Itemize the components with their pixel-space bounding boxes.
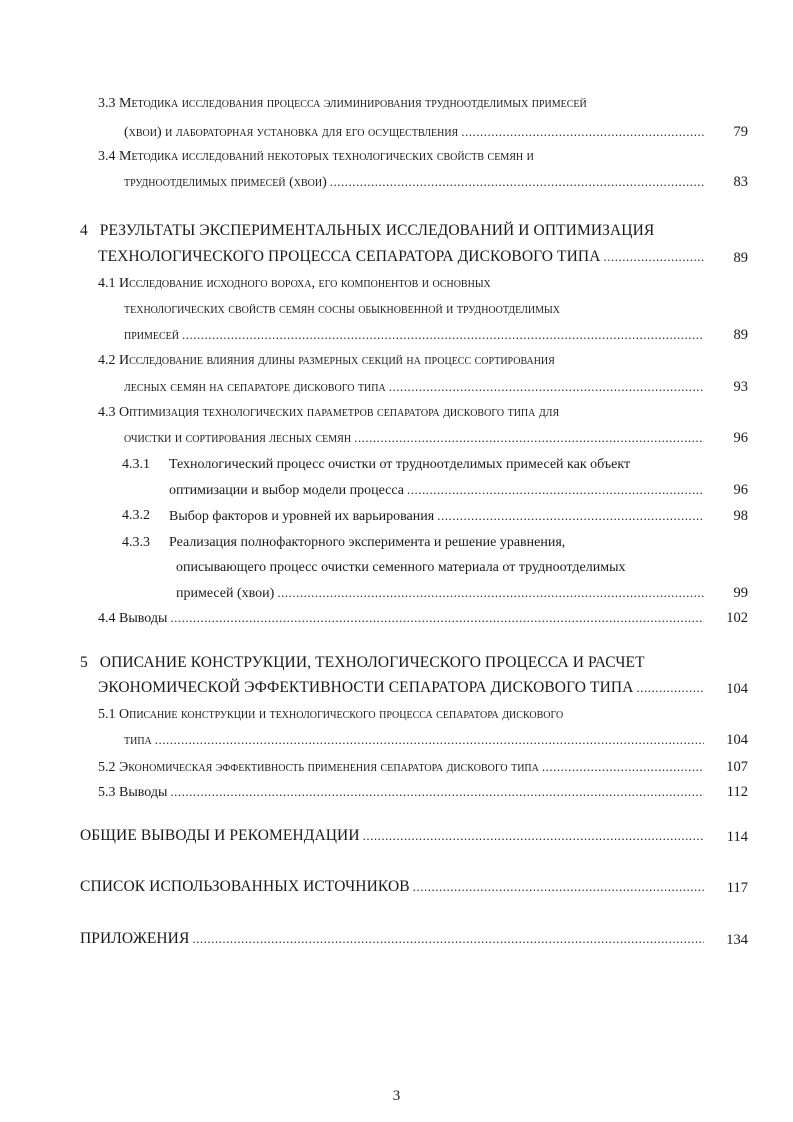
- toc-5-1-line1: 5.1 Описание конструкции и технологического процесса сепаратора дискового: [98, 707, 564, 722]
- toc-4-3-3-num: 4.3.3: [122, 535, 150, 550]
- toc-ch4-line1: 4 РЕЗУЛЬТАТЫ ЭКСПЕРИМЕНТАЛЬНЫХ ИССЛЕДОВАНИЙ И ОПТИМИЗАЦИЯ: [80, 222, 655, 239]
- toc-5-2-entry[interactable]: [98, 759, 707, 776]
- dot-leader: [170, 784, 704, 800]
- dot-leader: [277, 585, 704, 601]
- toc-ch5-entry[interactable]: [98, 680, 707, 696]
- toc-4-3-2-page: 98: [733, 508, 748, 524]
- toc-3-3-line1: 3.3 Методика исследования процесса элиминирования трудноотделимых примесей: [98, 96, 587, 111]
- toc-4-1-line1: 4.1 Исследование исходного вороха, его компонентов и основных: [98, 276, 491, 291]
- dot-leader: [182, 327, 704, 343]
- toc-5-1-line2: типа: [124, 733, 152, 748]
- dot-leader: [363, 828, 704, 844]
- dot-leader: [170, 610, 704, 626]
- toc-3-3-page: 79: [733, 124, 748, 140]
- toc-4-3-page: 96: [733, 430, 748, 446]
- toc-ch5-page: 104: [726, 681, 748, 697]
- toc-appendix-entry[interactable]: [80, 931, 707, 947]
- dot-leader: [413, 879, 704, 895]
- toc-3-3-entry[interactable]: [124, 124, 707, 141]
- toc-4-3-2-entry[interactable]: [169, 508, 707, 525]
- toc-references-entry[interactable]: [80, 879, 707, 895]
- dot-leader: [461, 124, 704, 140]
- toc-5-3-page: 112: [726, 784, 748, 800]
- dot-leader: [330, 174, 704, 190]
- toc-4-4-line1: 4.4 Выводы: [98, 611, 168, 626]
- toc-references-page: 117: [726, 880, 748, 896]
- toc-5-3-line1: 5.3 Выводы: [98, 785, 168, 800]
- toc-references-title: СПИСОК ИСПОЛЬЗОВАННЫХ ИСТОЧНИКОВ: [80, 878, 410, 895]
- dot-leader: [407, 482, 704, 498]
- toc-4-3-1-page: 96: [733, 482, 748, 498]
- toc-ch4-entry[interactable]: [98, 249, 707, 265]
- dot-leader: [604, 249, 704, 265]
- dot-leader: [437, 508, 704, 524]
- toc-3-4-page: 83: [733, 174, 748, 190]
- toc-appendix-page: 134: [726, 932, 748, 948]
- toc-4-3-entry[interactable]: [124, 430, 707, 447]
- toc-5-3-entry[interactable]: [98, 784, 707, 801]
- toc-4-3-3-line3: примесей (хвои): [176, 586, 275, 601]
- toc-4-3-1-entry[interactable]: [169, 482, 707, 499]
- toc-5-2-line1: 5.2 Экономическая эффективность применения сепаратора дискового типа: [98, 760, 539, 775]
- dot-leader: [542, 759, 704, 775]
- toc-4-3-3-entry[interactable]: [176, 585, 707, 602]
- toc-appendix-title: ПРИЛОЖЕНИЯ: [80, 930, 190, 947]
- toc-4-1-line2: технологических свойств семян сосны обыкновенной и трудноотделимых: [124, 302, 560, 317]
- toc-conclusions-entry[interactable]: [80, 828, 707, 844]
- toc-ch5-line1: 5 ОПИСАНИЕ КОНСТРУКЦИИ, ТЕХНОЛОГИЧЕСКОГО ПРОЦЕССА И РАСЧЕТ: [80, 654, 645, 671]
- page-number: 3: [392, 1088, 401, 1104]
- toc-4-2-line1: 4.2 Исследование влияния длины размерных секций на процесс сортирования: [98, 353, 555, 368]
- toc-3-4-line2: трудноотделимых примесей (хвои): [124, 175, 327, 190]
- toc-4-3-3-line2: описывающего процесс очистки семенного материала от трудноотделимых: [176, 560, 626, 575]
- toc-ch5-line2: ЭКОНОМИЧЕСКОЙ ЭФФЕКТИВНОСТИ СЕПАРАТОРА ДИСКОВОГО ТИПА: [98, 679, 634, 696]
- dot-leader: [389, 379, 704, 395]
- toc-conclusions-title: ОБЩИЕ ВЫВОДЫ И РЕКОМЕНДАЦИИ: [80, 827, 360, 844]
- toc-ch4-page: 89: [733, 250, 748, 266]
- toc-4-4-entry[interactable]: [98, 610, 707, 627]
- toc-4-1-page: 89: [733, 327, 748, 343]
- toc-conclusions-page: 114: [726, 829, 748, 845]
- dot-leader: [192, 931, 704, 947]
- toc-4-3-3-page: 99: [733, 585, 748, 601]
- toc-3-4-line1: 3.4 Методика исследований некоторых технологических свойств семян и: [98, 149, 534, 164]
- toc-4-3-line1: 4.3 Оптимизация технологических параметров сепаратора дискового типа для: [98, 405, 560, 420]
- toc-5-2-page: 107: [726, 759, 748, 775]
- toc-4-1-entry[interactable]: [124, 327, 707, 344]
- toc-3-4-entry[interactable]: [124, 174, 707, 191]
- toc-3-3-line2: (хвои) и лабораторная установка для его осуществления: [124, 125, 459, 140]
- toc-4-3-3-line1: Реализация полнофакторного эксперимента и решение уравнения,: [169, 535, 566, 550]
- toc-4-3-line2: очистки и сортирования лесных семян: [124, 431, 352, 446]
- toc-4-3-1-line1: Технологический процесс очистки от трудноотделимых примесей как объект: [169, 457, 631, 472]
- dot-leader: [637, 680, 705, 696]
- toc-4-2-page: 93: [733, 379, 748, 395]
- toc-4-1-line3: примесей: [124, 328, 180, 343]
- toc-4-3-2-num: 4.3.2: [122, 508, 150, 523]
- toc-ch4-line2: ТЕХНОЛОГИЧЕСКОГО ПРОЦЕССА СЕПАРАТОРА ДИСКОВОГО ТИПА: [98, 248, 601, 265]
- toc-4-2-entry[interactable]: [124, 379, 707, 396]
- toc-5-1-page: 104: [726, 732, 748, 748]
- toc-4-2-line2: лесных семян на сепараторе дискового типа: [124, 380, 386, 395]
- dot-leader: [354, 430, 704, 446]
- toc-5-1-entry[interactable]: [124, 732, 707, 749]
- dot-leader: [155, 732, 704, 748]
- toc-4-3-2-line1: Выбор факторов и уровней их варьирования: [169, 509, 435, 524]
- toc-4-3-1-num: 4.3.1: [122, 457, 150, 472]
- toc-4-4-page: 102: [726, 610, 748, 626]
- toc-4-3-1-line2: оптимизации и выбор модели процесса: [169, 483, 404, 498]
